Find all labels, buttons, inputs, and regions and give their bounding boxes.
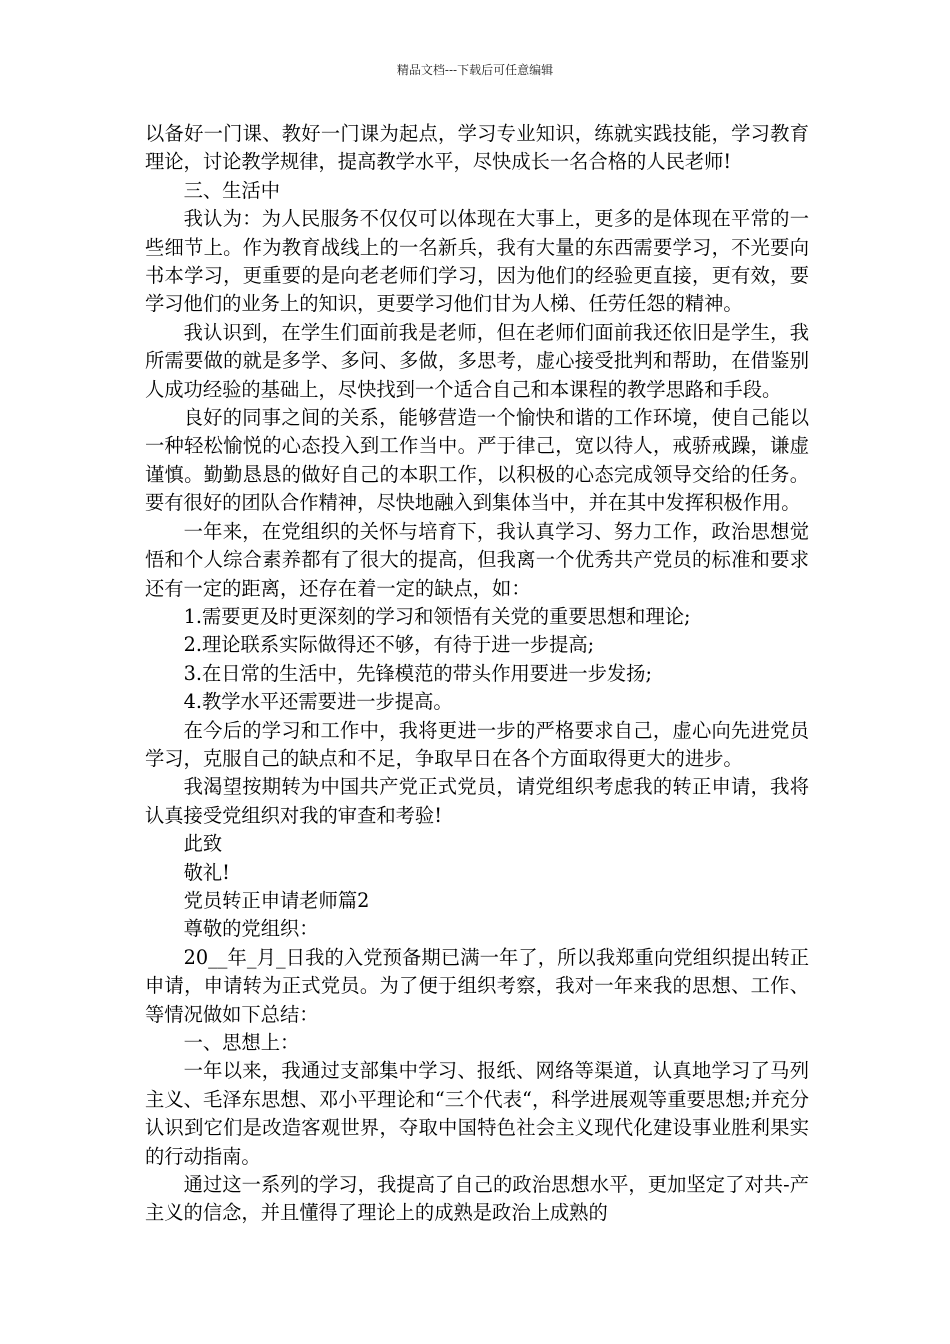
greeting: 尊敬的党组织： [183,917,319,941]
paragraph: 我认识到，在学生们面前我是老师，但在老师们面前我还依旧是学生，我所需要做的就是多学、多问、多做，多思考，虚心接受批判和帮助，在借鉴别人成功经验的基础上，尽快找到一个适合自己和本课程的教学思路和手段。 [145,320,809,401]
closing-salutation: 敬礼! [183,860,230,884]
paragraph: 通过这一系列的学习，我提高了自己的政治思想水平，更加坚定了对共-产主义的信念，并且懂得了理论上的成熟是政治上成熟的 [145,1173,809,1225]
paragraph: 在今后的学习和工作中，我将更进一步的严格要求自己，虚心向先进党员学习，克服自己的缺点和不足，争取早日在各个方面取得更大的进步。 [145,718,809,770]
list-item: 1.需要更及时更深刻的学习和领悟有关党的重要思想和理论; [183,604,691,628]
paragraph: 我认为：为人民服务不仅仅可以体现在大事上，更多的是体现在平常的一些细节上。作为教育战线上的一名新兵，我有大量的东西需要学习，不光要向书本学习，更重要的是向老老师们学习，因为他们的经验更直接，更有效，要学习他们的业务上的知识，更要学习他们甘为人梯、任劳任怨的精神。 [145,207,809,316]
paragraph: 以备好一门课、教好一门课为起点，学习专业知识，练就实践技能，学习教育理论，讨论教学规律，提高教学水平，尽快成长一名合格的人民老师! [145,122,809,174]
section-title: 党员转正申请老师篇2 [183,888,370,912]
page-header: 精品文档---下载后可任意编辑 [396,63,554,77]
section-heading: 一、思想上： [183,1031,300,1054]
paragraph: 良好的同事之间的关系，能够营造一个愉快和谐的工作环境，使自己能以一种轻松愉悦的心态投入到工作当中。严于律己，宽以待人，戒骄戒躁，谦虚谨慎。勤勤恳恳的做好自己的本职工作，以积极的心态完成领导交给的任务。要有很好的团队合作精神，尽快地融入到集体当中，并在其中发挥积极作用。 [145,406,809,515]
paragraph: 20__年_月_日我的入党预备期已满一年了，所以我郑重向党组织提出转正申请，申请转为正式党员。为了便于组织考察，我对一年来我的思想、工作、等情况做如下总结： [145,945,809,1026]
closing-salutation: 此致 [183,832,223,856]
list-item: 2.理论联系实际做得还不够，有待于进一步提高; [183,633,595,657]
list-item: 4.教学水平还需要进一步提高。 [183,690,453,714]
paragraph: 一年来，在党组织的关怀与培育下，我认真学习、努力工作，政治思想觉悟和个人综合素养都有了很大的提高，但我离一个优秀共产党员的标准和要求还有一定的距离，还存在着一定的缺点，如： [145,519,809,600]
paragraph: 一年以来，我通过支部集中学习、报纸、网络等渠道，认真地学习了马列主义、毛泽东思想、邓小平理论和“三个代表“，科学进展观等重要思想;并充分认识到它们是改造客观世界，夺取中国特色社会主义现代化建设事业胜利果实的行动指南。 [145,1059,809,1168]
section-heading: 三、生活中 [183,178,280,202]
document-body [145,120,809,1228]
paragraph: 我渴望按期转为中国共产党正式党员，请党组织考虑我的转正申请，我将认真接受党组织对我的审查和考验! [145,775,809,827]
list-item: 3.在日常的生活中，先锋模范的带头作用要进一步发扬; [183,661,652,685]
